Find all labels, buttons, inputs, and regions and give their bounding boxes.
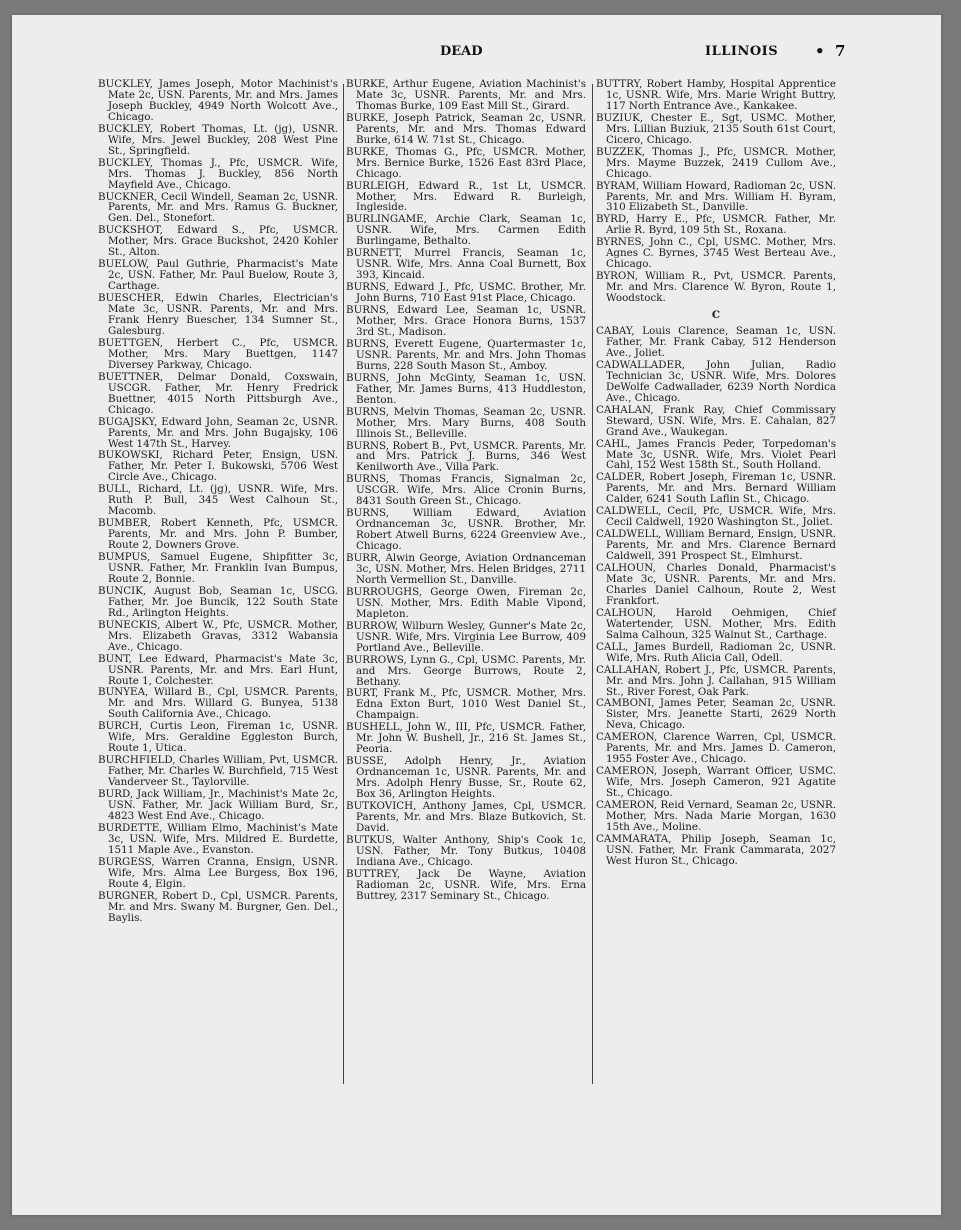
casualty-entry: BUCKSHOT, Edward S., Pfc, USMCR. Mother, Mrs. Grace Buckshot, 2420 Kohler St., Alton.	[98, 224, 338, 259]
casualty-entry: CAMERON, Clarence Warren, Cpl, USMCR. Parents, Mr. and Mrs. James D. Cameron, 1955 Foster Ave., Chicago.	[596, 731, 836, 766]
casualty-entry: BUCKLEY, Robert Thomas, Lt. (jg), USNR. Wife, Mrs. Jewel Buckley, 208 West Pine St., Springfield.	[98, 122, 338, 157]
casualty-entry: BUELOW, Paul Guthrie, Pharmacist's Mate 2c, USN. Father, Mr. Paul Buelow, Route 3, Carthage.	[98, 258, 338, 293]
casualty-entry: BURNS, Edward Lee, Seaman 1c, USNR. Mother, Mrs. Grace Honora Burns, 1537 3rd St., Madison.	[346, 304, 586, 338]
casualty-entry: CAMBONI, James Peter, Seaman 2c, USNR. Sister, Mrs. Jeanette Starti, 2629 North Neva, Chicago.	[596, 697, 836, 732]
casualty-entry: BURNS, Robert B., Pvt, USMCR. Parents, Mr. and Mrs. Patrick J. Burns, 346 West Kenilworth Ave., Villa Park.	[346, 439, 586, 474]
casualty-entry: CALDER, Robert Joseph, Fireman 1c, USNR. Parents, Mr. and Mrs. Bernard William Calder, 6241 South Laflin St., Chicago.	[596, 471, 836, 506]
casualty-entry: BURROW, Wilburn Wesley, Gunner's Mate 2c, USNR. Wife, Mrs. Virginia Lee Burrow, 409 Portland Ave., Belleville.	[346, 619, 586, 654]
header-bullet: •	[815, 42, 825, 60]
casualty-entry: BURKE, Joseph Patrick, Seaman 2c, USNR. Parents, Mr. and Mrs. Thomas Edward Burke, 614 W. 71st St., Chicago.	[346, 111, 586, 146]
casualty-entry: BUMPUS, Samuel Eugene, Shipfitter 3c, USNR. Father, Mr. Franklin Ivan Bumpus, Route 2, Bonnie.	[98, 551, 338, 585]
casualty-entry: BURR, Alwin George, Aviation Ordnanceman 3c, USN. Mother, Mrs. Helen Bridges, 2711 North Vermellion St., Danville.	[346, 552, 586, 586]
casualty-entry: BUNECKIS, Albert W., Pfc, USMCR. Mother, Mrs. Elizabeth Gravas, 3312 Wabansia Ave., Chicago.	[98, 618, 338, 653]
casualty-entry: BURROWS, Lynn G., Cpl, USMC. Parents, Mr. and Mrs. George Burrows, Route 2, Bethany.	[346, 653, 586, 688]
casualty-entry: BUNCIK, August Bob, Seaman 1c, USCG. Father, Mr. Joe Buncik, 122 South State Rd., Arlington Heights.	[98, 584, 338, 619]
casualty-entry: BUZIUK, Chester E., Sgt, USMC. Mother, Mrs. Lillian Buziuk, 2135 South 61st Court, Cicero, Chicago.	[596, 111, 836, 146]
casualty-entry: BURGESS, Warren Cranna, Ensign, USNR. Wife, Mrs. Alma Lee Burgess, Box 196, Route 4, Elgin.	[98, 855, 338, 890]
casualty-entry: BULL, Richard, Lt. (jg), USNR. Wife, Mrs. Ruth P. Bull, 345 West Calhoun St., Macomb.	[98, 483, 338, 518]
casualty-entry: BUZZEK, Thomas J., Pfc, USMCR. Mother, Mrs. Mayme Buzzek, 2419 Cullom Ave., Chicago.	[596, 145, 836, 180]
casualty-entry: CALDWELL, William Bernard, Ensign, USNR. Parents, Mr. and Mrs. Clarence Bernard Caldwell, 391 Prospect St., Elmhurst.	[596, 528, 836, 563]
column-1	[98, 79, 338, 924]
page-number-value: 7	[835, 42, 846, 60]
column-3	[596, 79, 836, 868]
casualty-entry: BUCKLEY, James Joseph, Motor Machinist's Mate 2c, USN. Parents, Mr. and Mrs. James Joseph Buckley, 4949 North Wolcott Ave., Chicago.	[98, 78, 338, 123]
casualty-entry: BURKE, Thomas G., Pfc, USMCR. Mother, Mrs. Bernice Burke, 1526 East 83rd Place, Chicago.	[346, 145, 586, 180]
column-divider	[592, 84, 593, 1084]
casualty-entry: BUNYEA, Willard B., Cpl, USMCR. Parents, Mr. and Mrs. Willard G. Bunyea, 5138 South California Ave., Chicago.	[98, 686, 338, 721]
casualty-entry: CALLAHAN, Robert J., Pfc, USMCR. Parents, Mr. and Mrs. John J. Callahan, 915 William St., River Forest, Oak Park.	[596, 663, 836, 698]
casualty-entry: CALL, James Burdell, Radioman 2c, USNR. Wife, Mrs. Ruth Alicia Call, Odell.	[596, 640, 836, 664]
casualty-entry: CALHOUN, Charles Donald, Pharmacist's Mate 3c, USNR. Parents, Mr. and Mrs. Charles Daniel Calhoun, Route 2, West Frankfort.	[596, 562, 836, 607]
casualty-entry: BUTKOVICH, Anthony James, Cpl, USMCR. Parents, Mr. and Mrs. Blaze Butkovich, St. David.	[346, 800, 586, 834]
casualty-entry: BUCKLEY, Thomas J., Pfc, USMCR. Wife, Mrs. Thomas J. Buckley, 856 North Mayfield Ave., Chicago.	[98, 156, 338, 191]
casualty-entry: CAHL, James Francis Peder, Torpedoman's Mate 3c, USNR. Wife, Mrs. Violet Pearl Cahl, 152 West 158th St., South Holland.	[596, 437, 836, 472]
casualty-entry: BUESCHER, Edwin Charles, Electrician's Mate 3c, USNR. Parents, Mr. and Mrs. Frank Henry Buescher, 134 Sumner St., Galesburg.	[98, 292, 338, 337]
casualty-entry: BUSHELL, John W., III, Pfc, USMCR. Father, Mr. John W. Bushell, Jr., 216 St. James St., Peoria.	[346, 721, 586, 756]
casualty-entry: BURNETT, Murrel Francis, Seaman 1c, USNR. Wife, Mrs. Anna Coal Burnett, Box 393, Kincaid.	[346, 247, 586, 282]
casualty-entry: BURNS, Everett Eugene, Quartermaster 1c, USNR. Parents, Mr. and Mrs. John Thomas Burns, 228 South Mason St., Amboy.	[346, 337, 586, 372]
casualty-entry: BURDETTE, William Elmo, Machinist's Mate 3c, USN. Wife, Mrs. Mildred E. Burdette, 1511 Maple Ave., Evanston.	[98, 821, 338, 856]
casualty-entry: BURLEIGH, Edward R., 1st Lt, USMCR. Mother, Mrs. Edward R. Burleigh, Ingleside.	[346, 179, 586, 214]
casualty-entry: BURNS, John McGinty, Seaman 1c, USN. Father, Mr. James Burns, 413 Huddleston, Benton.	[346, 371, 586, 406]
casualty-entry: BURNS, William Edward, Aviation Ordnanceman 3c, USNR. Brother, Mr. Robert Atwell Burns, 6224 Greenview Ave., Chicago.	[346, 507, 586, 553]
casualty-entry: CABAY, Louis Clarence, Seaman 1c, USN. Father, Mr. Frank Cabay, 512 Henderson Ave., Joliet.	[596, 325, 836, 359]
casualty-entry: BUTTREY, Jack De Wayne, Aviation Radioman 2c, USNR. Wife, Mrs. Erna Buttrey, 2317 Seminary St., Chicago.	[346, 867, 586, 902]
casualty-entry: BUSSE, Adolph Henry, Jr., Aviation Ordnanceman 1c, USNR. Parents, Mr. and Mrs. Adolph Henry Busse, Sr., Route 62, Box 36, Arlington Heights.	[346, 755, 586, 801]
casualty-entry: BUTKUS, Walter Anthony, Ship's Cook 1c, USN. Father, Mr. Tony Butkus, 10408 Indiana Ave., Chicago.	[346, 833, 586, 868]
casualty-entry: BURCH, Curtis Leon, Fireman 1c, USNR. Wife, Mrs. Geraldine Eggleston Burch, Route 1, Utica.	[98, 720, 338, 755]
casualty-entry: BURNS, Melvin Thomas, Seaman 2c, USNR. Mother, Mrs. Mary Burns, 408 South Illinois St., Belleville.	[346, 405, 586, 440]
casualty-entry: BURT, Frank M., Pfc, USMCR. Mother, Mrs. Edna Exton Burt, 1010 West Daniel St., Champaign.	[346, 687, 586, 722]
casualty-entry: BYRNES, John C., Cpl, USMC. Mother, Mrs. Agnes C. Byrnes, 3745 West Berteau Ave., Chicago.	[596, 236, 836, 271]
casualty-entry: BURCHFIELD, Charles William, Pvt, USMCR. Father, Mr. Charles W. Burchfield, 715 West Vanderveer St., Taylorville.	[98, 754, 338, 789]
casualty-entry: BYRD, Harry E., Pfc, USMCR. Father, Mr. Arlie R. Byrd, 109 5th St., Roxana.	[596, 213, 836, 237]
casualty-entry: BURNS, Edward J., Pfc, USMC. Brother, Mr. John Burns, 710 East 91st Place, Chicago.	[346, 281, 586, 305]
casualty-entry: BUNT, Lee Edward, Pharmacist's Mate 3c, USNR. Parents, Mr. and Mrs. Earl Hunt, Route 1, Colchester.	[98, 652, 338, 687]
casualty-entry: CAMERON, Reid Vernard, Seaman 2c, USNR. Mother, Mrs. Nada Marie Morgan, 1630 15th Ave., Moline.	[596, 799, 836, 833]
casualty-entry: BYRAM, William Howard, Radioman 2c, USN. Parents, Mr. and Mrs. William H. Byram, 310 Elizabeth St., Danville.	[596, 179, 836, 214]
page-title: DEAD	[440, 44, 483, 59]
column-divider	[343, 84, 344, 1084]
casualty-entry: BURGNER, Robert D., Cpl, USMCR. Parents, Mr. and Mrs. Swany M. Burgner, Gen. Del., Baylis.	[98, 889, 338, 924]
state-heading: ILLINOIS	[705, 44, 779, 59]
casualty-entry: CALDWELL, Cecil, Pfc, USMCR. Wife, Mrs. Cecil Caldwell, 1920 Washington St., Joliet.	[596, 505, 836, 529]
casualty-entry: CADWALLADER, John Julian, Radio Technician 3c, USNR. Wife, Mrs. Dolores DeWolfe Cadwallader, 6239 North Nordica Ave., Chicago.	[596, 358, 836, 404]
page-number	[815, 42, 845, 60]
casualty-entry: BURROUGHS, George Owen, Fireman 2c, USN. Mother, Mrs. Edith Mable Vipond, Mapleton.	[346, 585, 586, 620]
casualty-entry: BURLINGAME, Archie Clark, Seaman 1c, USNR. Wife, Mrs. Carmen Edith Burlingame, Bethalto.	[346, 213, 586, 248]
casualty-entry: CAHALAN, Frank Ray, Chief Commissary Steward, USN. Wife, Mrs. E. Cahalan, 827 Grand Ave., Waukegan.	[596, 403, 836, 438]
casualty-entry: BYRON, William R., Pvt, USMCR. Parents, Mr. and Mrs. Clarence W. Byron, Route 1, Woodstock.	[596, 270, 836, 305]
casualty-entry: CAMERON, Joseph, Warrant Officer, USMC. Wife, Mrs. Joseph Cameron, 921 Agatite St., Chicago.	[596, 765, 836, 800]
casualty-entry: BUKOWSKI, Richard Peter, Ensign, USN. Father, Mr. Peter I. Bukowski, 5706 West Circle Ave., Chicago.	[98, 449, 338, 484]
casualty-entry: BUETTGEN, Herbert C., Pfc, USMCR. Mother, Mrs. Mary Buettgen, 1147 Diversey Parkway, Chicago.	[98, 336, 338, 371]
column-2	[346, 79, 586, 903]
casualty-entry: BURNS, Thomas Francis, Signalman 2c, USCGR. Wife, Mrs. Alice Cronin Burns, 8431 South Green St., Chicago.	[346, 473, 586, 508]
casualty-entry: BURD, Jack William, Jr., Machinist's Mate 2c, USN. Father, Mr. Jack William Burd, Sr., 4823 West End Ave., Chicago.	[98, 788, 338, 822]
section-letter: C	[711, 309, 721, 322]
casualty-entry: BUETTNER, Delmar Donald, Coxswain, USCGR. Father, Mr. Henry Fredrick Buettner, 4015 North Pittsburgh Ave., Chicago.	[98, 370, 338, 416]
casualty-entry: CALHOUN, Harold Oehmigen, Chief Watertender, USN. Mother, Mrs. Edith Salma Calhoun, 325 Walnut St., Carthage.	[596, 606, 836, 641]
casualty-entry: BUGAJSKY, Edward John, Seaman 2c, USNR. Parents, Mr. and Mrs. John Bugajsky, 106 West 147th St., Harvey.	[98, 415, 338, 450]
casualty-entry: CAMMARATA, Philip Joseph, Seaman 1c, USN. Father, Mr. Frank Cammarata, 2027 West Huron St., Chicago.	[596, 832, 836, 867]
casualty-entry: BURKE, Arthur Eugene, Aviation Machinist's Mate 3c, USNR. Parents, Mr. and Mrs. Thomas Burke, 109 East Mill St., Girard.	[346, 78, 586, 112]
casualty-entry: BUCKNER, Cecil Windell, Seaman 2c, USNR. Parents, Mr. and Mrs. Ramus G. Buckner, Gen. Del., Stonefort.	[98, 190, 338, 225]
casualty-entry: BUTTRY, Robert Hamby, Hospital Apprentice 1c, USNR. Wife, Mrs. Marie Wright Buttry, 117 North Entrance Ave., Kankakee.	[596, 78, 836, 112]
casualty-entry: BUMBER, Robert Kenneth, Pfc, USMCR. Parents, Mr. and Mrs. John P. Bumber, Route 2, Downers Grove.	[98, 517, 338, 552]
